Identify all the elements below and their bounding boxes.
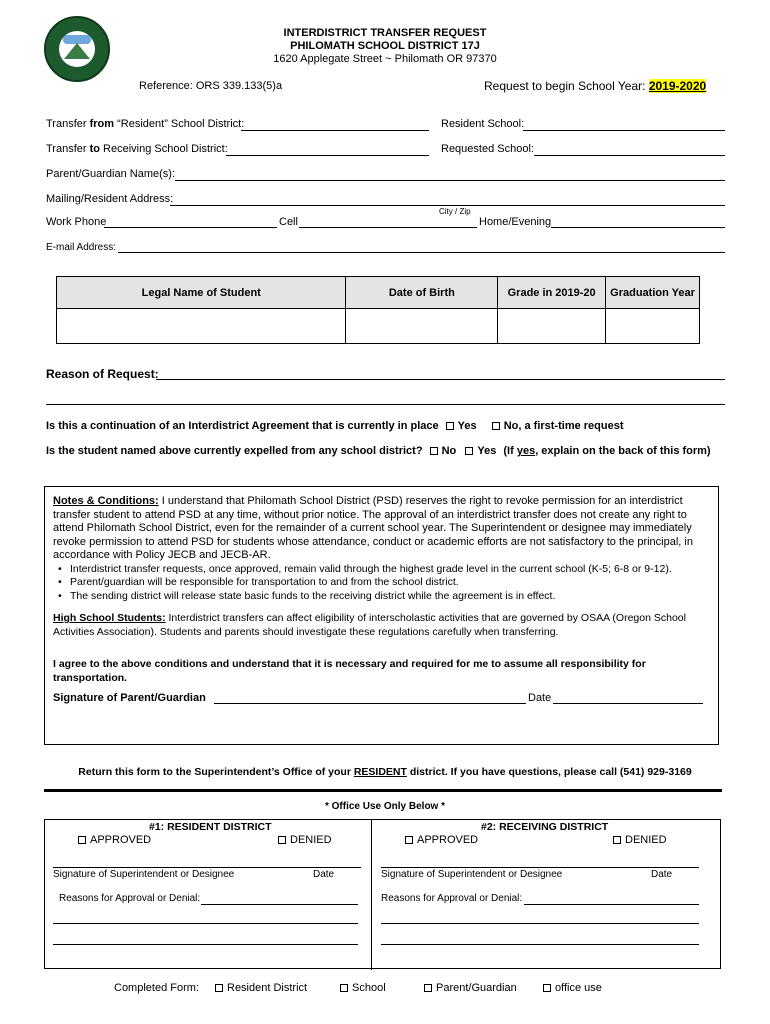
- checkbox-icon[interactable]: [340, 984, 348, 992]
- parent-name-field[interactable]: [175, 180, 725, 181]
- receiving-signature-label: Signature of Superintendent or Designee: [381, 869, 563, 880]
- reason-label: Reason of Request:: [46, 367, 159, 381]
- completed-resident-district-option[interactable]: Resident District: [215, 982, 307, 994]
- school-year-request: [484, 79, 706, 93]
- notes-bullet: • Parent/guardian will be responsible for transportation to and from the school district.: [68, 576, 711, 590]
- student-dob-cell[interactable]: [346, 309, 498, 344]
- receiving-district-heading: #2: RECEIVING DISTRICT: [481, 821, 609, 833]
- resident-reasons-field-2[interactable]: [53, 923, 358, 924]
- continuation-yes-option[interactable]: Yes: [446, 420, 477, 432]
- student-name-cell[interactable]: [57, 309, 346, 344]
- checkbox-icon[interactable]: [446, 422, 454, 430]
- receiving-date-label: Date: [651, 869, 673, 880]
- receiving-reasons-label: Reasons for Approval or Denial:: [381, 893, 523, 904]
- cell-field[interactable]: [299, 227, 477, 228]
- receiving-reasons-field-1[interactable]: [524, 904, 699, 905]
- mailing-address-label: Mailing/Resident Address:: [46, 193, 174, 205]
- checkbox-icon[interactable]: [430, 447, 438, 455]
- continuation-no-option[interactable]: No, a first-time request: [492, 420, 624, 432]
- receiving-denied-option[interactable]: DENIED: [613, 834, 667, 846]
- city-zip-caption: City / Zip: [439, 207, 471, 216]
- from-district-field[interactable]: [241, 130, 429, 131]
- school-year-label: Request to begin School Year:: [484, 79, 646, 93]
- column-header-graduation-year: Graduation Year: [606, 277, 700, 309]
- checkbox-icon[interactable]: [465, 447, 473, 455]
- notes-list: [68, 563, 711, 604]
- expelled-question: [46, 445, 711, 457]
- expelled-yes-note: (If yes, explain on the back of this form): [503, 445, 711, 457]
- notes-paragraph: Notes & Conditions: I understand that Philomath School District (PSD) reserves the right to revoke permission for an interdistrict transfer student to attend PSD at any time, without prior notice. The approval of an interdistrict transfer does not create any right to attend Philomath School District, even for the remainder of a current school year. The Superintendent or designee may immediately revoke permission to attend PSD for students whose attendance, conduct or academic efforts are not satisfactory to the principal, in accordance with Policy JECB and JECB-AR.: [53, 495, 693, 561]
- from-district-label: Transfer from “Resident” School District:: [46, 118, 245, 130]
- parent-signature-label: Signature of Parent/Guardian: [53, 692, 206, 704]
- resident-signature-label: Signature of Superintendent or Designee: [53, 869, 235, 880]
- district-address: 1620 Applegate Street ~ Philomath OR 97370: [273, 53, 497, 65]
- completed-school-option[interactable]: School: [340, 982, 386, 994]
- column-header-grade: Grade in 2019-20: [498, 277, 606, 309]
- parent-date-label: Date: [528, 692, 552, 704]
- completed-parent-guardian-option[interactable]: Parent/Guardian: [424, 982, 517, 994]
- expelled-yes-option[interactable]: Yes: [465, 445, 496, 457]
- agreement-statement: I agree to the above conditions and understand that it is necessary and required for me to assume all responsibility for transportation.: [53, 658, 646, 684]
- office-use-box: [44, 819, 721, 969]
- continuation-question-text: Is this a continuation of an Interdistrict Agreement that is currently in place: [46, 420, 439, 432]
- checkbox-icon[interactable]: [543, 984, 551, 992]
- parent-name-label: Parent/Guardian Name(s):: [46, 168, 175, 180]
- resident-reasons-label: Reasons for Approval or Denial:: [59, 893, 201, 904]
- notes-bullet: • The sending district will release state basic funds to the receiving district while the agreement is in effect.: [68, 590, 711, 604]
- mailing-address-field[interactable]: [170, 205, 725, 206]
- checkbox-icon[interactable]: [405, 836, 413, 844]
- resident-approved-option[interactable]: APPROVED: [78, 834, 151, 846]
- requested-school-field[interactable]: [534, 155, 725, 156]
- column-header-date-of-birth: Date of Birth: [346, 277, 498, 309]
- home-evening-label: Home/Evening: [479, 216, 552, 228]
- email-label: E-mail Address:: [46, 242, 117, 253]
- office-use-title: * Office Use Only Below *: [324, 801, 446, 812]
- home-evening-field[interactable]: [551, 227, 725, 228]
- expelled-question-text: Is the student named above currently expelled from any school district?: [46, 445, 423, 457]
- parent-date-field[interactable]: [553, 703, 703, 704]
- receiving-signature-field[interactable]: [381, 867, 699, 868]
- notes-conditions-box: [44, 486, 719, 745]
- work-phone-field[interactable]: [104, 227, 277, 228]
- resident-reasons-field-3[interactable]: [53, 944, 358, 945]
- requested-school-label: Requested School:: [441, 143, 534, 155]
- reason-field-line-2[interactable]: [46, 404, 725, 405]
- high-school-heading: High School Students:: [53, 612, 166, 624]
- column-header-legal-name: Legal Name of Student: [57, 277, 346, 309]
- checkbox-icon[interactable]: [613, 836, 621, 844]
- resident-date-label: Date: [313, 869, 335, 880]
- notes-bullet: • Interdistrict transfer requests, once approved, remain valid through the highest grade level in the current school (K-5; 6-8 or 9-12).: [68, 563, 711, 577]
- notes-heading: Notes & Conditions:: [53, 495, 159, 507]
- return-instructions: Return this form to the Superintendent’s Office of your RESIDENT district. If you have questions, please call (541) 929-3169: [78, 766, 692, 778]
- receiving-approved-option[interactable]: APPROVED: [405, 834, 478, 846]
- resident-school-label: Resident School:: [441, 118, 525, 130]
- district-name: PHILOMATH SCHOOL DISTRICT 17J: [290, 40, 480, 52]
- parent-signature-field[interactable]: [214, 703, 526, 704]
- checkbox-icon[interactable]: [78, 836, 86, 844]
- student-grade-cell[interactable]: [498, 309, 606, 344]
- checkbox-icon[interactable]: [278, 836, 286, 844]
- checkbox-icon[interactable]: [215, 984, 223, 992]
- student-graduation-cell[interactable]: [606, 309, 700, 344]
- completed-form-label: Completed Form:: [114, 982, 199, 994]
- student-table: [56, 276, 700, 344]
- to-district-field[interactable]: [226, 155, 429, 156]
- expelled-no-option[interactable]: No: [430, 445, 457, 457]
- receiving-reasons-field-3[interactable]: [381, 944, 699, 945]
- resident-district-heading: #1: RESIDENT DISTRICT: [149, 821, 272, 833]
- resident-reasons-field-1[interactable]: [201, 904, 358, 905]
- office-column-divider: [371, 820, 372, 970]
- work-phone-label: Work Phone: [46, 216, 107, 228]
- resident-signature-field[interactable]: [53, 867, 361, 868]
- reason-field-line-1[interactable]: [156, 379, 725, 380]
- form-title: INTERDISTRICT TRANSFER REQUEST: [283, 27, 487, 39]
- completed-office-use-option[interactable]: office use: [543, 982, 602, 994]
- reference-text: Reference: ORS 339.133(5)a: [139, 80, 283, 92]
- checkbox-icon[interactable]: [424, 984, 432, 992]
- continuation-question: [46, 420, 624, 432]
- email-field[interactable]: [118, 252, 725, 253]
- to-district-label: Transfer to Receiving School District:: [46, 143, 228, 155]
- checkbox-icon[interactable]: [492, 422, 500, 430]
- cell-label: Cell: [279, 216, 298, 228]
- school-year-value: 2019-2020: [648, 79, 707, 93]
- receiving-reasons-field-2[interactable]: [381, 923, 699, 924]
- resident-school-field[interactable]: [523, 130, 725, 131]
- parent-signature-row: [53, 692, 711, 706]
- office-divider: [44, 789, 722, 792]
- resident-denied-option[interactable]: DENIED: [278, 834, 332, 846]
- high-school-paragraph: High School Students: Interdistrict transfers can affect eligibility of interscholastic activities that are governed by OSAA (Oregon School Activities Association). Students and parents should investigate these regulations carefully when transferring.: [53, 612, 686, 638]
